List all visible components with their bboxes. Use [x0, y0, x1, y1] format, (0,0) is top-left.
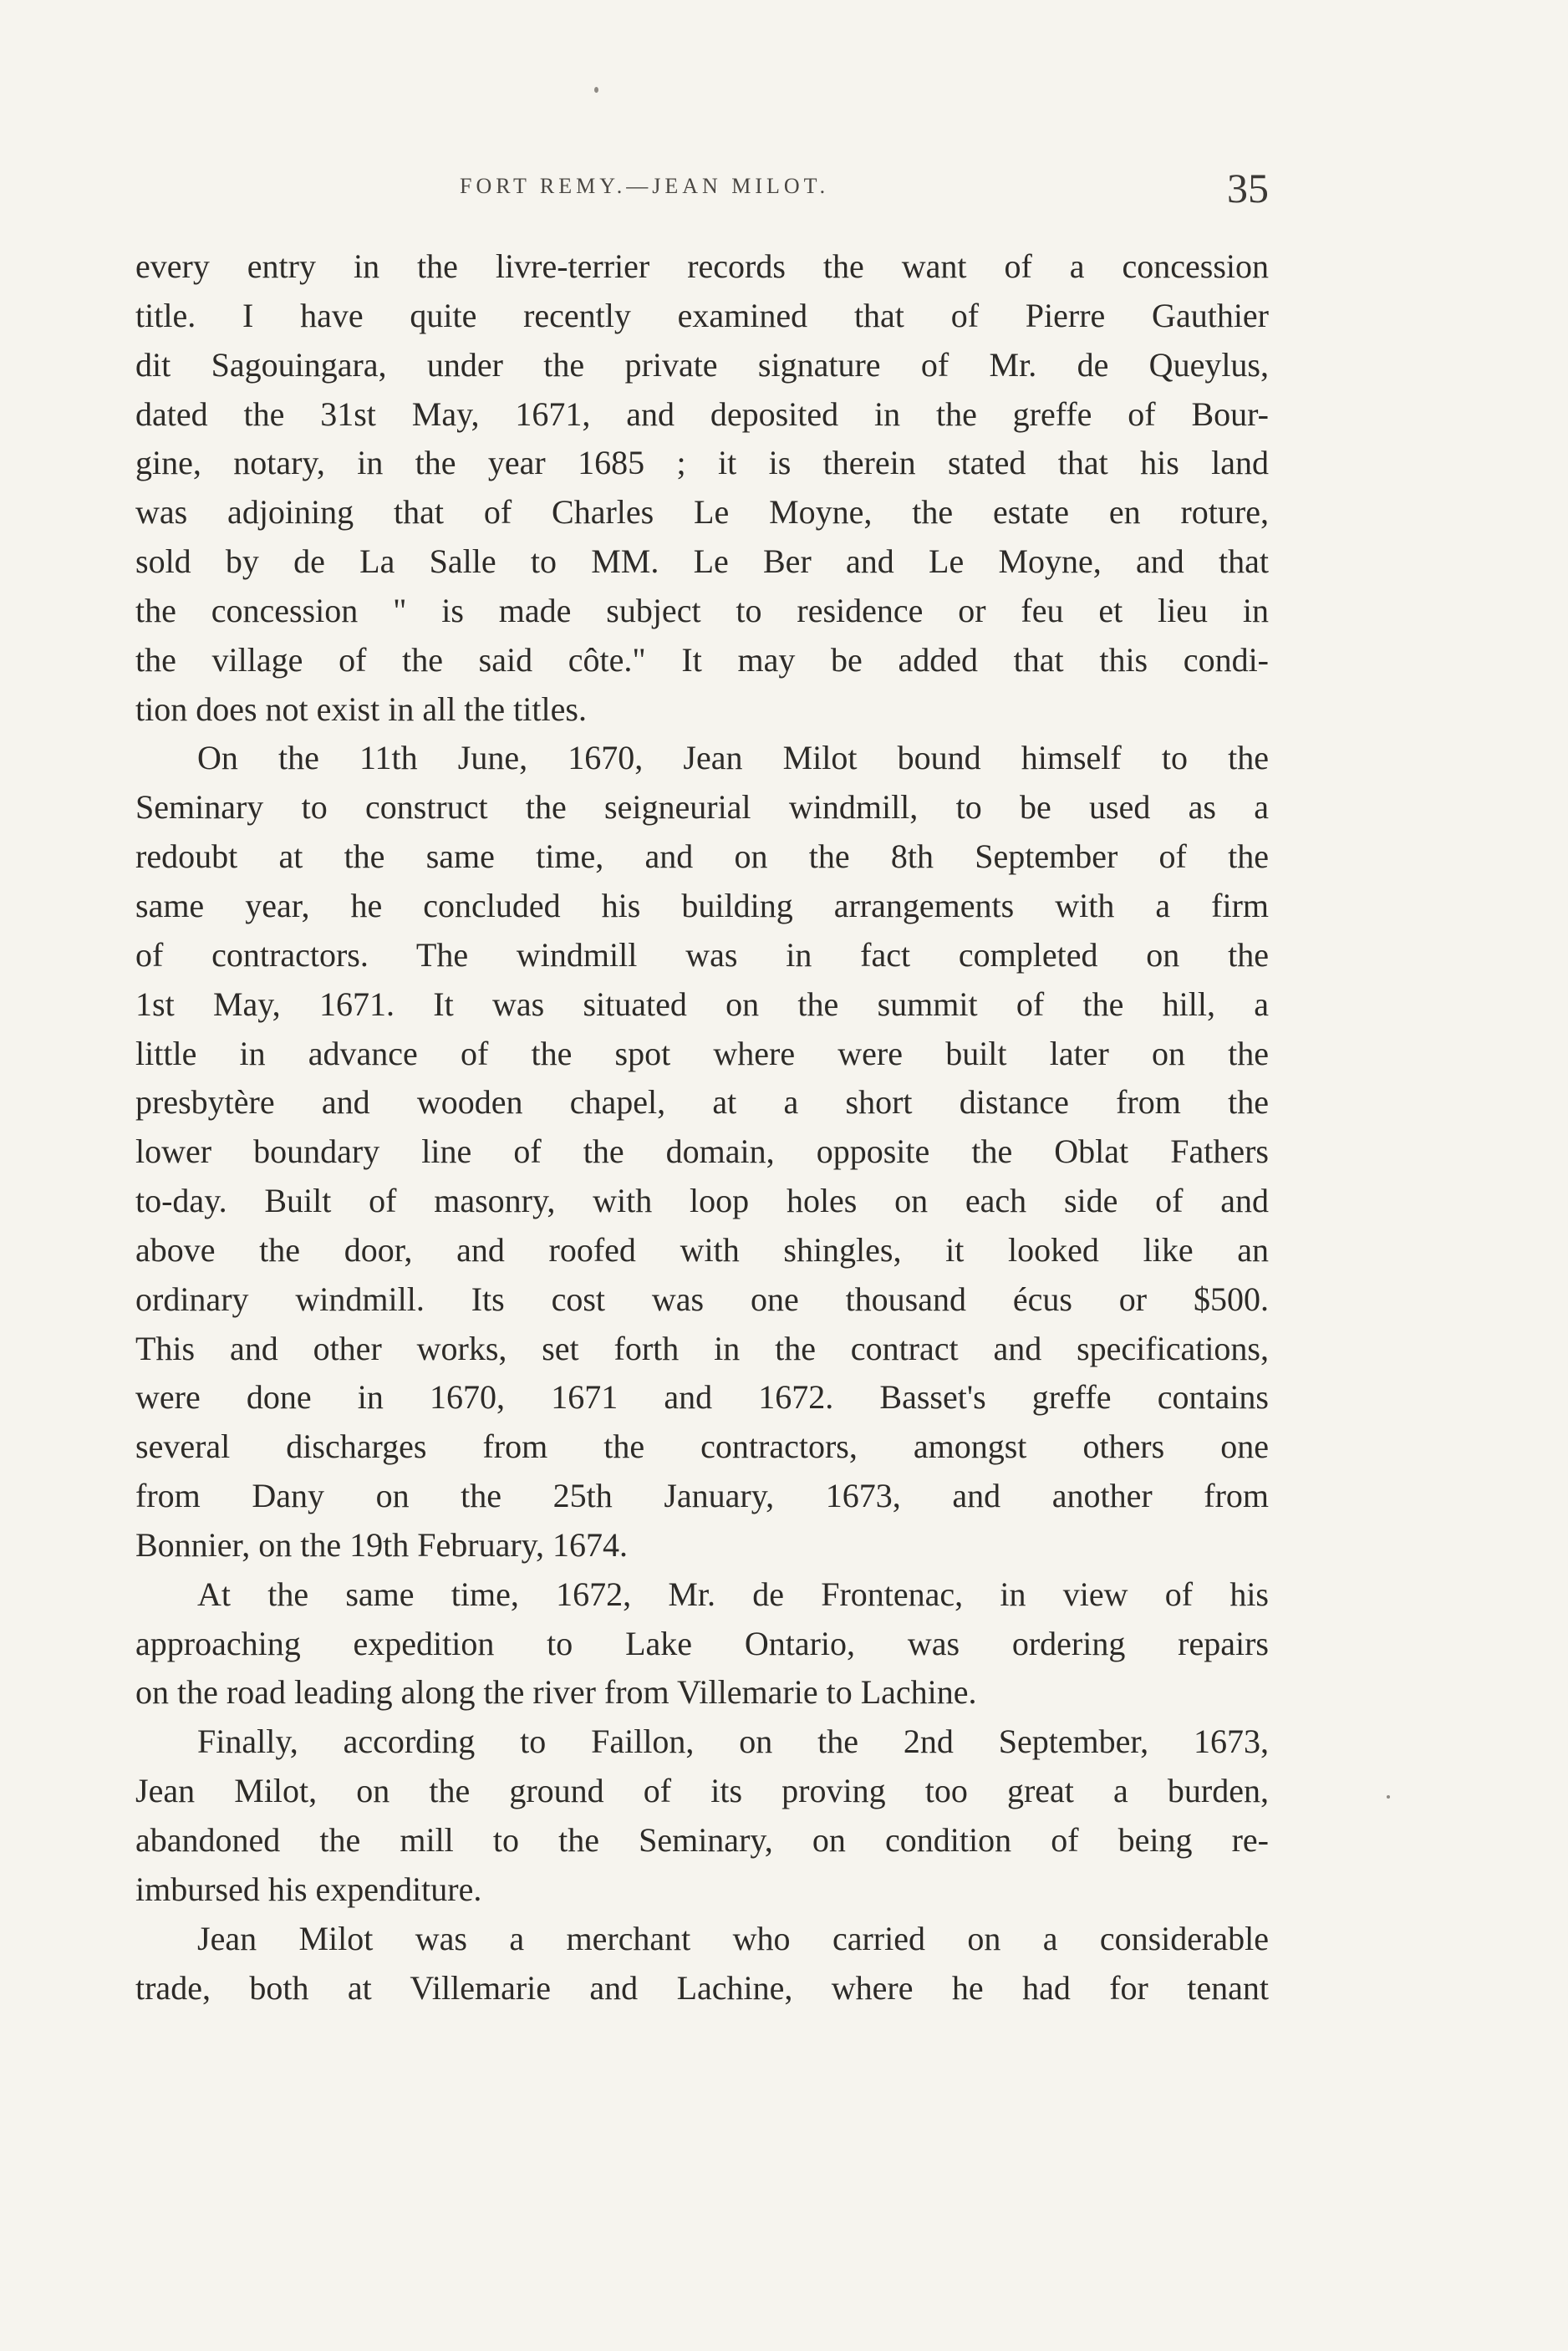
text-line: imbursed his expenditure. [135, 1870, 482, 1908]
text-line: On the 11th June, 1670, Jean Milot bound himself to the [197, 739, 1269, 777]
text-line: ordinary windmill. Its cost was one thousand écus or $500. [135, 1280, 1269, 1318]
text-line: abandoned the mill to the Seminary, on condition of being re- [135, 1821, 1269, 1859]
text-line: little in advance of the spot where were built later on the [135, 1034, 1269, 1072]
text-line: were done in 1670, 1671 and 1672. Basset's greffe contains [135, 1378, 1269, 1417]
body-text [135, 242, 1269, 2013]
page-number: 35 [1227, 165, 1269, 211]
text-line: dated the 31st May, 1671, and deposited in the greffe of Bour- [135, 394, 1269, 433]
text-line: was adjoining that of Charles Le Moyne, the estate en roture, [135, 493, 1269, 532]
text-line: gine, notary, in the year 1685 ; it is therein stated that his land [135, 444, 1269, 482]
text-line: presbytère and wooden chapel, at a short distance from the [135, 1083, 1269, 1122]
text-line: every entry in the livre-terrier records the want of a concession [135, 247, 1269, 285]
text-line: 1st May, 1671. It was situated on the summit of the hill, a [135, 985, 1269, 1023]
text-line: This and other works, set forth in the contract and specifications, [135, 1329, 1269, 1367]
text-line: Jean Milot was a merchant who carried on a considerable [197, 1919, 1269, 1957]
text-line: title. I have quite recently examined that of Pierre Gauthier [135, 296, 1269, 334]
text-line: trade, both at Villemarie and Lachine, where he had for tenant [135, 1968, 1269, 2007]
text-line: Seminary to construct the seigneurial windmill, to be used as a [135, 788, 1269, 827]
text-line: dit Sagouingara, under the private signature of Mr. de Queylus, [135, 345, 1269, 384]
text-line: redoubt at the same time, and on the 8th September of the [135, 837, 1269, 876]
page-header [135, 165, 1269, 224]
text-line: several discharges from the contractors, amongst others one [135, 1427, 1269, 1466]
text-line: to-day. Built of masonry, with loop holes on each side of and [135, 1182, 1269, 1220]
text-line: on the road leading along the river from Villemarie to Lachine. [135, 1673, 977, 1712]
text-line: the village of the said côte." It may be added that this condi- [135, 640, 1269, 679]
text-line: from Dany on the 25th January, 1673, and another from [135, 1477, 1269, 1515]
running-head: FORT REMY.—JEAN MILOT. [460, 174, 830, 198]
text-line: At the same time, 1672, Mr. de Frontenac, in view of his [197, 1575, 1269, 1613]
text-line: of contractors. The windmill was in fact completed on the [135, 935, 1269, 974]
text-line: Jean Milot, on the ground of its proving too great a burden, [135, 1772, 1269, 1810]
text-line: approaching expedition to Lake Ontario, was ordering repairs [135, 1624, 1269, 1662]
text-line: same year, he concluded his building arrangements with a firm [135, 886, 1269, 924]
text-line: the concession " is made subject to residence or feu et lieu in [135, 591, 1269, 629]
text-line: above the door, and roofed with shingles, it looked like an [135, 1230, 1269, 1269]
text-line: sold by de La Salle to MM. Le Ber and Le Moyne, and that [135, 542, 1269, 581]
print-speck [1387, 1795, 1390, 1799]
text-line: Bonnier, on the 19th February, 1674. [135, 1525, 629, 1564]
print-speck [594, 87, 598, 93]
text-line: tion does not exist in all the titles. [135, 690, 587, 728]
text-line: Finally, according to Faillon, on the 2nd September, 1673, [197, 1723, 1269, 1761]
text-line: lower boundary line of the domain, opposite the Oblat Fathers [135, 1132, 1269, 1171]
